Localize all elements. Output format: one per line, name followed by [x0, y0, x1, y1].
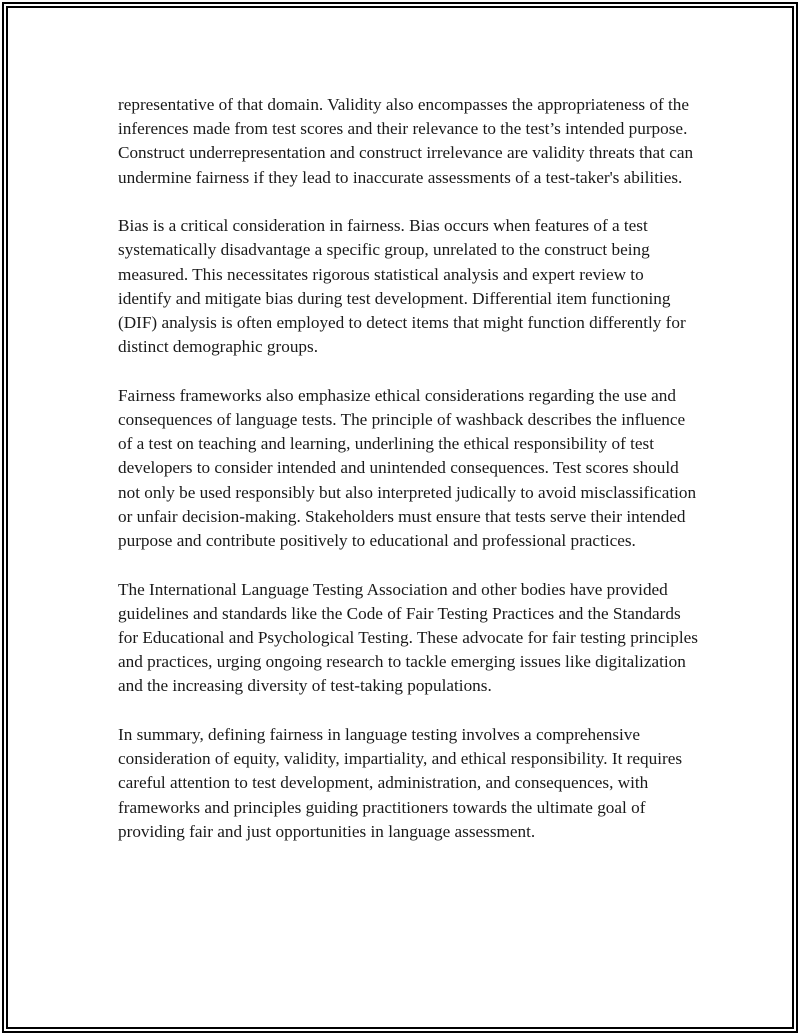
- document-body: [118, 93, 698, 868]
- paragraph-guidelines-standards: The International Language Testing Association and other bodies have provided guidelines and standards like the Code of Fair Testing Practices and the Standards for Educational and Psychological Testing. These advocate for fair testing principles and practices, urging ongoing research to tackle emerging issues like digitalization and the increasing diversity of test-taking populations.: [118, 579, 698, 696]
- paragraph-ethical-frameworks: Fairness frameworks also emphasize ethical considerations regarding the use and consequences of language tests. The principle of washback describes the influence of a test on teaching and learning, underlining the ethical responsibility of test developers to consider intended and unintended consequences. Test scores should not only be used responsibly but also interpreted judically to avoid misclassification or unfair decision-making. Stakeholders must ensure that tests serve their intended purpose and contribute positively to educational and professional practices.: [118, 385, 697, 551]
- paragraph-summary: In summary, defining fairness in language testing involves a comprehensive consideration of equity, validity, impartiality, and ethical responsibility. It requires careful attention to test development, administration, and consequences, with frameworks and principles guiding practitioners towards the ultimate goal of providing fair and just opportunities in language assessment.: [118, 725, 683, 841]
- paragraph-validity: representative of that domain. Validity also encompasses the appropriateness of the inferences made from test scores and their relevance to the test’s intended purpose. Construct underrepresentation and construct irrelevance are validity threats that can undermine fairness if they lead to inaccurate assessments of a test-taker's abilities.: [118, 95, 694, 187]
- paragraph-bias: Bias is a critical consideration in fairness. Bias occurs when features of a test systematically disadvantage a specific group, unrelated to the construct being measured. This necessitates rigorous statistical analysis and expert review to identify and mitigate bias during test development. Differential item functioning (DIF) analysis is often employed to detect items that might function differently for distinct demographic groups.: [118, 216, 686, 357]
